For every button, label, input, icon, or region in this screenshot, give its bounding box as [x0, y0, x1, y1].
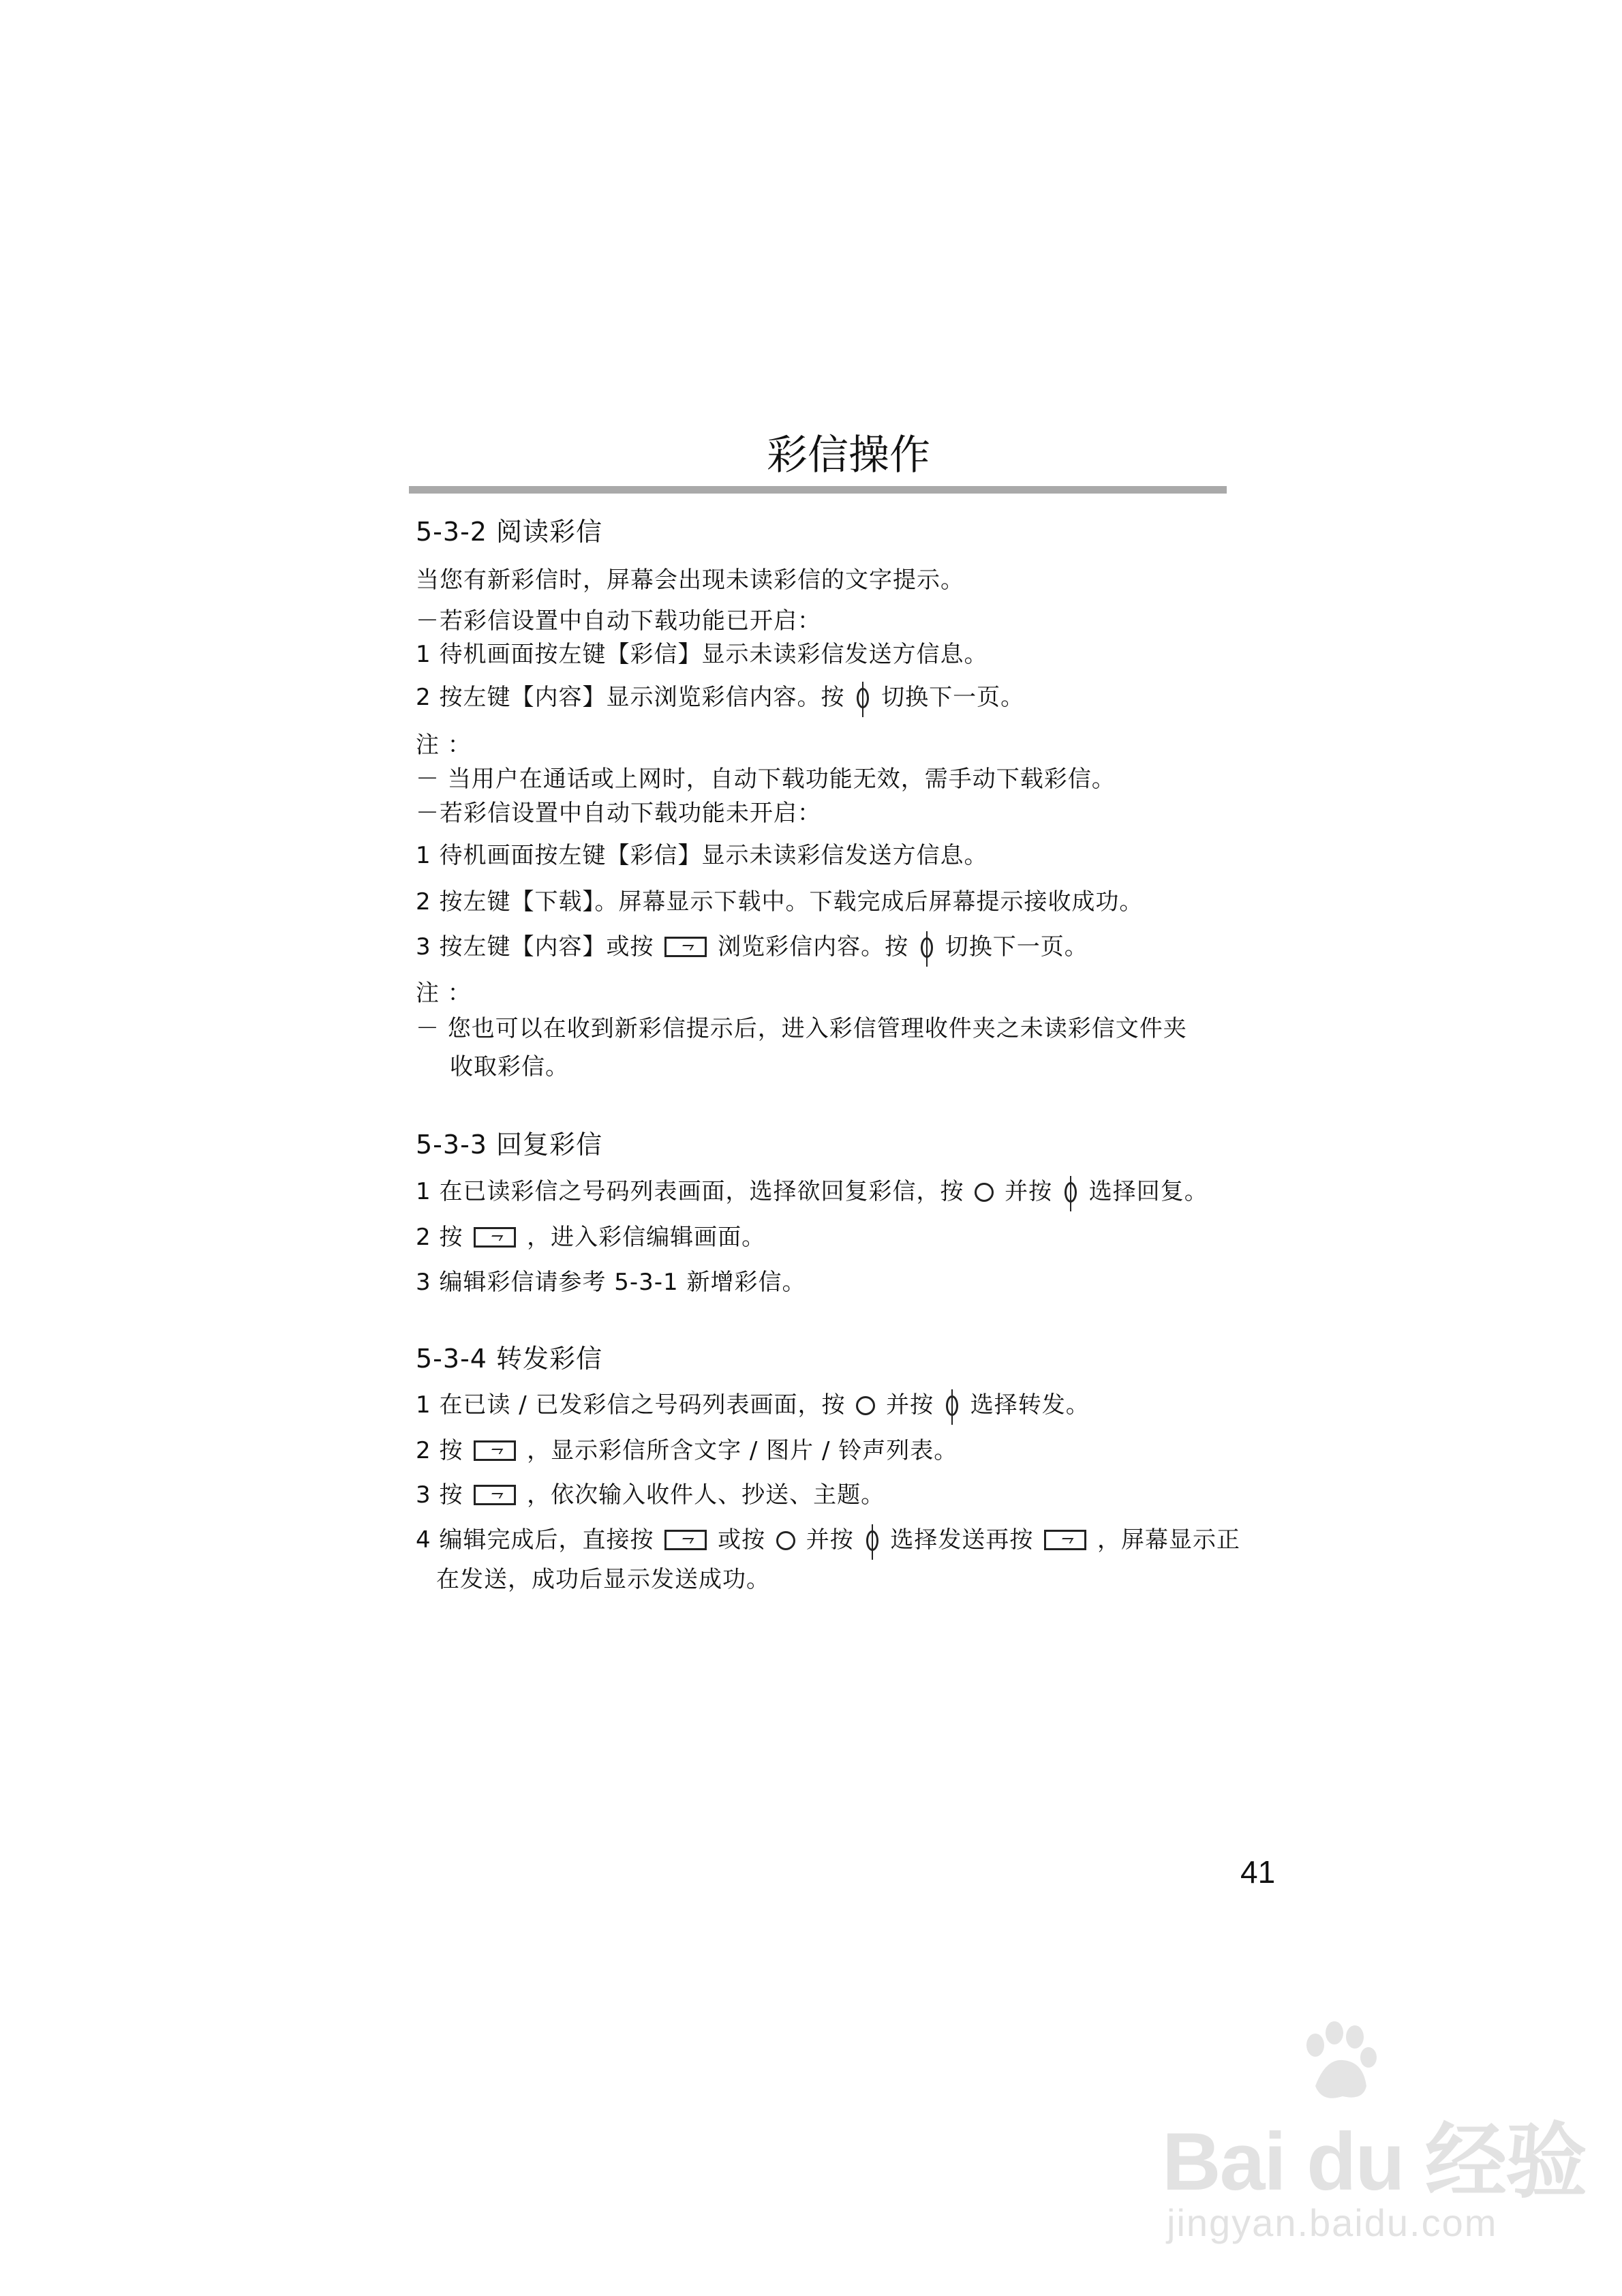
- text-line: 当您有新彩信时，屏幕会出现未读彩信的文字提示。: [416, 567, 964, 594]
- text-segment: ，进入彩信编辑画面。: [527, 1224, 766, 1251]
- title-rule: [409, 486, 1227, 494]
- text-line: [416, 1524, 1240, 1556]
- text-segment: 或按: [718, 1526, 766, 1554]
- baidu-paw-icon: [1295, 2018, 1383, 2106]
- text-segment: 选择转发。: [970, 1391, 1090, 1419]
- text-segment: 并按: [1005, 1178, 1053, 1205]
- text-line: 在发送，成功后显示发送成功。: [436, 1566, 770, 1593]
- text-segment: ，显示彩信所含文字 / 图片 / 铃声列表。: [527, 1437, 958, 1464]
- ok-key-icon: [474, 1440, 516, 1461]
- text-line: 2 按左键【下载】。屏幕显示下载中。下载完成后屏幕提示接收成功。: [416, 888, 1144, 916]
- page-title: 彩信操作: [767, 432, 930, 479]
- section-heading-5-3-4: 5-3-4 转发彩信: [416, 1344, 603, 1374]
- text-line: [416, 1222, 765, 1253]
- note-label: 注 ：: [416, 731, 472, 759]
- note-label: 注 ：: [416, 980, 472, 1007]
- text-line: [416, 1389, 1090, 1421]
- text-segment: 浏览彩信内容。按: [718, 933, 909, 961]
- text-segment: 1 在已读彩信之号码列表画面，选择欲回复彩信，按: [416, 1178, 964, 1205]
- nav-key-icon: [921, 937, 933, 958]
- text-line: [416, 931, 1088, 963]
- nav-key-icon: [866, 1530, 878, 1551]
- text-line: －若彩信设置中自动下载功能未开启：: [416, 800, 821, 827]
- text-segment: 切换下一页。: [881, 684, 1025, 711]
- text-line: 1 待机画面按左键【彩信】显示未读彩信发送方信息。: [416, 641, 988, 668]
- text-segment: ，屏幕显示正: [1097, 1526, 1240, 1554]
- center-key-icon: [776, 1531, 795, 1550]
- text-segment: 3 按: [416, 1481, 463, 1509]
- nav-key-icon: [857, 688, 869, 708]
- text-line: － 当用户在通话或上网时，自动下载功能无效，需手动下载彩信。: [416, 766, 1116, 793]
- text-line: [416, 1479, 885, 1511]
- ok-key-icon: [474, 1485, 516, 1505]
- page-number: 41: [1240, 1854, 1276, 1890]
- center-key-icon: [975, 1183, 994, 1202]
- text-line: [416, 682, 1024, 713]
- center-key-icon: [856, 1396, 875, 1415]
- text-segment: 1 在已读 / 已发彩信之号码列表画面，按: [416, 1391, 846, 1419]
- nav-key-icon: [946, 1395, 958, 1416]
- text-line: [416, 1176, 1208, 1207]
- text-line: 收取彩信。: [450, 1053, 569, 1081]
- text-segment: 2 按: [416, 1437, 463, 1464]
- nav-key-icon: [1065, 1182, 1077, 1203]
- text-segment: 3 按左键【内容】或按: [416, 933, 654, 961]
- watermark-logo: Bai du 经验: [1162, 2116, 1587, 2207]
- watermark-url: jingyan.baidu.com: [1167, 2201, 1498, 2244]
- text-segment: 4 编辑完成后，直接按: [416, 1526, 654, 1554]
- text-segment: 选择回复。: [1088, 1178, 1208, 1205]
- text-line: 3 编辑彩信请参考 5-3-1 新增彩信。: [416, 1269, 806, 1296]
- text-line: 1 待机画面按左键【彩信】显示未读彩信发送方信息。: [416, 842, 988, 869]
- section-heading-5-3-2: 5-3-2 阅读彩信: [416, 517, 603, 547]
- text-segment: ，依次输入收件人、抄送、主题。: [527, 1481, 885, 1509]
- ok-key-icon: [664, 937, 707, 957]
- section-heading-5-3-3: 5-3-3 回复彩信: [416, 1130, 603, 1160]
- text-line: －若彩信设置中自动下载功能已开启：: [416, 607, 821, 635]
- text-segment: 并按: [886, 1391, 934, 1419]
- text-segment: 切换下一页。: [945, 933, 1088, 961]
- text-segment: 2 按: [416, 1224, 463, 1251]
- text-segment: 并按: [806, 1526, 854, 1554]
- text-line: [416, 1435, 958, 1466]
- ok-key-icon: [664, 1530, 707, 1550]
- ok-key-icon: [474, 1227, 516, 1248]
- ok-key-icon: [1044, 1530, 1086, 1550]
- text-segment: 选择发送再按: [890, 1526, 1034, 1554]
- text-segment: 2 按左键【内容】显示浏览彩信内容。按: [416, 684, 845, 711]
- text-line: － 您也可以在收到新彩信提示后，进入彩信管理收件夹之未读彩信文件夹: [416, 1015, 1187, 1042]
